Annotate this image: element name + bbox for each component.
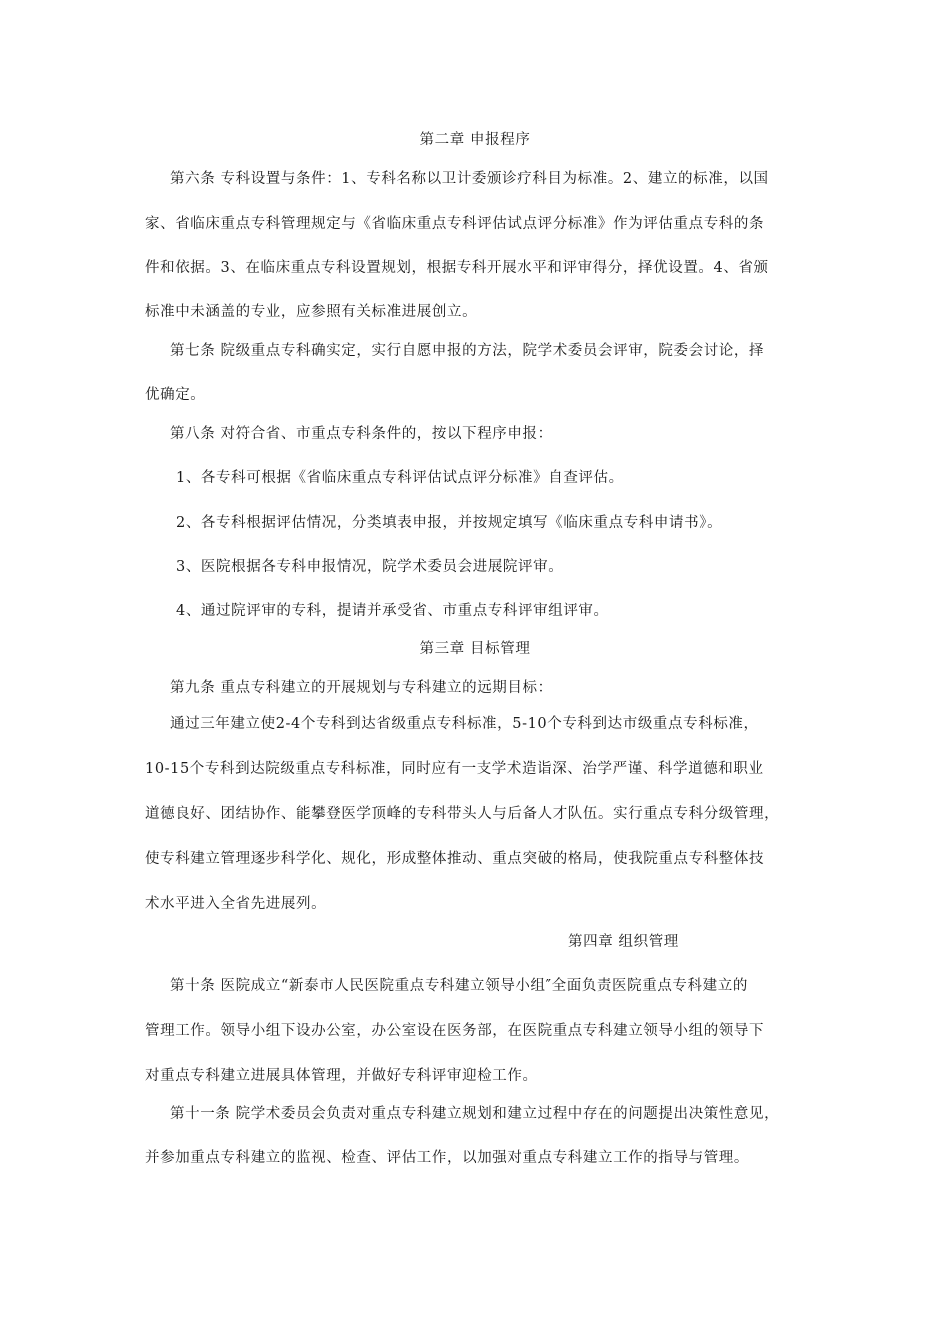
chapter-2-title: 第二章 申报程序	[419, 132, 531, 148]
chapter-4-title: 第四章 组织管理	[568, 934, 679, 950]
procedure-step-1: 1、各专科可根据《省临床重点专科评估试点评分标准》自查评估。	[176, 470, 624, 486]
article-6-line-3: 件和依据。3、在临床重点专科设置规划，根据专科开展水平和评审得分，择优设置。4、省颁	[145, 260, 769, 276]
article-10-line-1: 第十条 医院成立“新泰市人民医院重点专科建立领导小组″全面负责医院重点专科建立的	[170, 978, 748, 994]
article-10-line-2: 管理工作。领导小组下设办公室，办公室设在医务部，在医院重点专科建立领导小组的领导下	[145, 1023, 765, 1039]
article-6-line-1: 第六条 专科设置与条件：1、专科名称以卫计委颁诊疗科目为标准。2、建立的标准，以国	[170, 171, 769, 187]
goal-line-3: 道德良好、团结协作、能攀登医学顶峰的专科带头人与后备人才队伍。实行重点专科分级管理，	[145, 806, 780, 822]
procedure-step-2: 2、各专科根据评估情况，分类填表申报，并按规定填写《临床重点专科申请书》。	[176, 515, 723, 531]
article-6-line-4: 标准中未涵盖的专业，应参照有关标准进展创立。	[145, 304, 478, 320]
goal-line-5: 术水平进入全省先进展列。	[145, 896, 327, 912]
article-7-line-2: 优确定。	[145, 387, 206, 403]
article-7-line-1: 第七条 院级重点专科确实定，实行自愿申报的方法，院学术委员会评审，院委会讨论，择	[170, 343, 765, 359]
chapter-3-title: 第三章 目标管理	[419, 641, 531, 657]
procedure-step-3: 3、医院根据各专科申报情况，院学术委员会进展院评审。	[176, 559, 564, 575]
article-11-line-2: 并参加重点专科建立的监视、检查、评估工作，以加强对重点专科建立工作的指导与管理。	[145, 1150, 749, 1166]
article-10-line-3: 对重点专科建立进展具体管理，并做好专科评审迎检工作。	[145, 1068, 538, 1084]
goal-line-2: 10-15个专科到达院级重点专科标准，同时应有一支学术造诣深、治学严谨、科学道德和职业	[145, 761, 764, 777]
goal-line-4: 使专科建立管理逐步科学化、规化，形成整体推动、重点突破的格局，使我院重点专科整体技	[145, 851, 765, 867]
article-6-line-2: 家、省临床重点专科管理规定与《省临床重点专科评估试点评分标准》作为评估重点专科的条	[145, 216, 765, 232]
goal-line-1: 通过三年建立使2-4个专科到达省级重点专科标准，5-10个专科到达市级重点专科标准，	[170, 716, 759, 732]
article-8: 第八条 对符合省、市重点专科条件的，按以下程序申报：	[170, 426, 553, 442]
procedure-step-4: 4、通过院评审的专科，提请并承受省、市重点专科评审组评审。	[176, 603, 609, 619]
article-9: 第九条 重点专科建立的开展规划与专科建立的远期目标：	[170, 680, 553, 696]
article-11-line-1: 第十一条 院学术委员会负责对重点专科建立规划和建立过程中存在的问题提出决策性意见，	[170, 1106, 780, 1122]
